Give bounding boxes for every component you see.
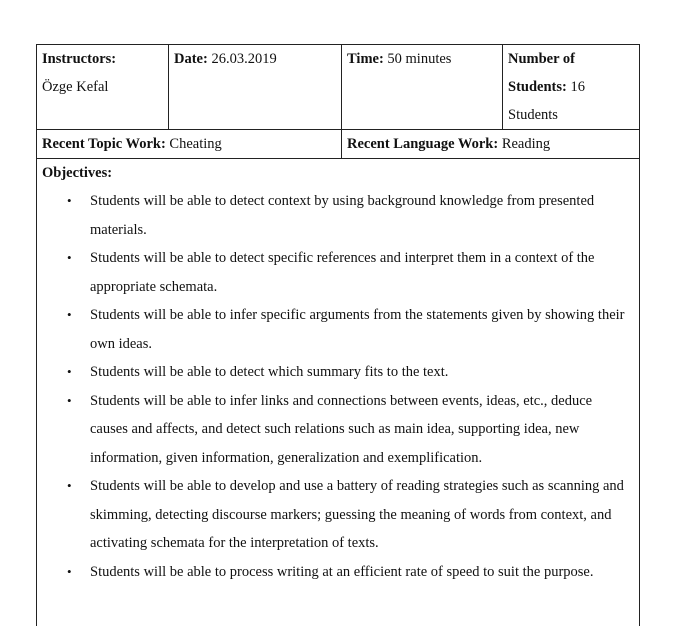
objective-item [42, 472, 634, 558]
recent-language-label: Recent Language Work: [347, 136, 498, 152]
date-cell [169, 45, 342, 130]
bullet-icon: • [67, 358, 72, 387]
date-label: Date: [174, 51, 208, 67]
time-label: Time: [347, 51, 384, 67]
recent-topic-value: Cheating [169, 136, 221, 152]
objective-item [42, 187, 634, 244]
objective-text: Students will be able to process writing at an efficient rate of speed to suit the purpose. [90, 564, 593, 580]
students-label-line2: Students: [508, 79, 567, 95]
objective-text: Students will be able to infer links and connections between events, ideas, etc., deduce causes and affects, and detect such relations such as main idea, supporting idea, new information, given information, generalization and exemplification. [90, 393, 592, 466]
objective-text: Students will be able to detect specific references and interpret them in a context of the appropriate schemata. [90, 250, 594, 295]
objectives-list [42, 187, 634, 586]
bullet-icon: • [67, 558, 72, 587]
bullet-icon: • [67, 244, 72, 273]
bullet-icon: • [67, 472, 72, 501]
recent-language-cell [342, 130, 640, 159]
bullet-icon: • [67, 187, 72, 216]
objective-text: Students will be able to detect context by using background knowledge from presented materials. [90, 193, 594, 238]
bullet-icon: • [67, 301, 72, 330]
objective-text: Students will be able to infer specific arguments from the statements given by showing their own ideas. [90, 307, 625, 352]
time-cell [342, 45, 503, 130]
recent-language-value: Reading [502, 136, 550, 152]
objective-item [42, 387, 634, 473]
objectives-cell [37, 159, 640, 626]
instructors-cell [37, 45, 169, 130]
recent-topic-cell [37, 130, 342, 159]
students-unit: Students [508, 101, 634, 129]
objective-text: Students will be able to develop and use a battery of reading strategies such as scanning and skimming, detecting discourse markers; guessing the meaning of words from context, and activating schemata for the interpretation of texts. [90, 478, 624, 551]
recent-topic-label: Recent Topic Work: [42, 136, 166, 152]
objective-item [42, 301, 634, 358]
objectives-row [37, 159, 640, 626]
objective-item [42, 244, 634, 301]
instructors-label: Instructors: [42, 45, 163, 73]
objective-item [42, 558, 634, 587]
objective-item [42, 358, 634, 387]
time-value: 50 minutes [387, 51, 451, 67]
bullet-icon: • [67, 387, 72, 416]
students-value: 16 [570, 79, 585, 95]
objective-text: Students will be able to detect which summary fits to the text. [90, 364, 448, 380]
objectives-title: Objectives: [42, 159, 634, 187]
date-value: 26.03.2019 [211, 51, 276, 67]
instructors-value: Özge Kefal [42, 73, 163, 101]
students-cell [503, 45, 640, 130]
topics-row [37, 130, 640, 159]
header-row [37, 45, 640, 130]
students-label-line1: Number of [508, 45, 634, 73]
lesson-plan-table [36, 44, 640, 626]
